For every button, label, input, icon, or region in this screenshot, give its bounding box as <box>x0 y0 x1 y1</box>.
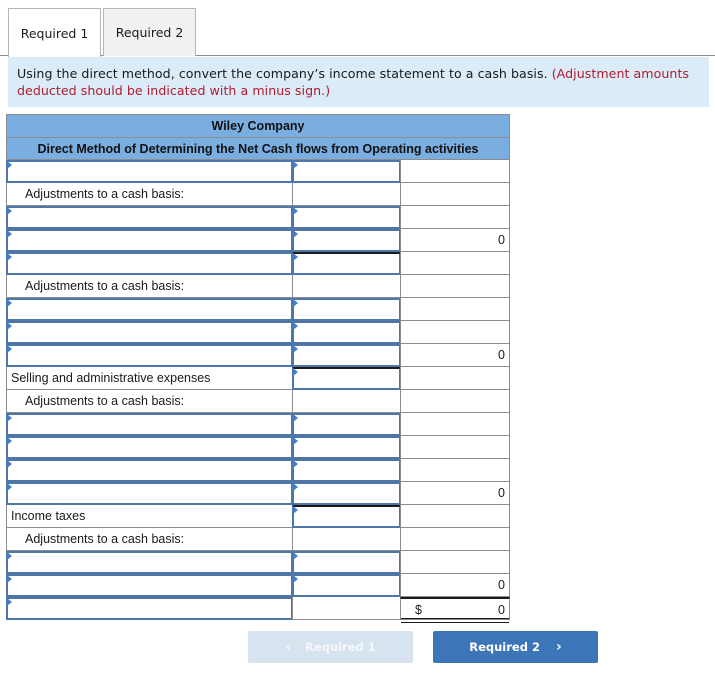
subtotal-value <box>400 252 510 275</box>
company-name: Wiley Company <box>6 114 510 137</box>
table-row <box>6 367 510 390</box>
subtotal-value <box>400 321 510 344</box>
subtotal-value <box>400 206 510 229</box>
table-body <box>6 160 510 620</box>
table-row <box>6 321 510 344</box>
table-row <box>6 459 510 482</box>
amount-input[interactable] <box>292 574 401 597</box>
chevron-right-icon: › <box>555 639 562 655</box>
table-row <box>6 551 510 574</box>
table-title: Direct Method of Determining the Net Cash flows from Operating activities <box>6 137 510 160</box>
subtotal-value: 0 <box>400 574 510 597</box>
amount-input[interactable] <box>292 436 401 459</box>
account-select[interactable] <box>6 160 293 183</box>
account-select[interactable] <box>6 551 293 574</box>
subtotal-value <box>400 160 510 183</box>
table-row <box>6 160 510 183</box>
account-select[interactable] <box>6 229 293 252</box>
row-label: Income taxes <box>6 505 293 528</box>
empty-cell <box>400 528 510 551</box>
instructions-box <box>8 57 709 107</box>
table-row <box>6 574 510 597</box>
amount-input[interactable] <box>292 551 401 574</box>
subtotal-value <box>400 436 510 459</box>
table-row <box>6 436 510 459</box>
account-select[interactable] <box>6 482 293 505</box>
next-button-label: Required 2 <box>469 640 540 654</box>
table-row <box>6 183 510 206</box>
table-row <box>6 597 510 620</box>
account-select[interactable] <box>6 321 293 344</box>
amount-input[interactable] <box>292 252 401 275</box>
account-select[interactable] <box>6 574 293 597</box>
empty-cell <box>400 183 510 206</box>
subtotal-value <box>400 459 510 482</box>
row-label: Selling and administrative expenses <box>6 367 293 390</box>
table-row <box>6 229 510 252</box>
account-select[interactable] <box>6 436 293 459</box>
table-row <box>6 413 510 436</box>
empty-cell <box>400 367 510 390</box>
instructions-text: Using the direct method, convert the company’s income statement to a cash basis. <box>17 66 548 81</box>
prev-button-label: Required 1 <box>305 640 376 654</box>
subtotal-value: 0 <box>400 482 510 505</box>
subtotal-value <box>400 551 510 574</box>
net-cash-total: $ 0 <box>400 597 510 620</box>
row-label: Adjustments to a cash basis: <box>6 528 293 551</box>
amount-input[interactable] <box>292 229 401 252</box>
account-select[interactable] <box>6 298 293 321</box>
subtotal-value: 0 <box>400 344 510 367</box>
tab-required-2[interactable]: Required 2 <box>103 8 196 56</box>
table-row <box>6 298 510 321</box>
empty-cell <box>292 528 401 551</box>
row-label: Adjustments to a cash basis: <box>6 183 293 206</box>
tab-required-1[interactable]: Required 1 <box>8 8 101 57</box>
amount-input[interactable] <box>292 321 401 344</box>
empty-cell <box>400 390 510 413</box>
empty-cell <box>292 275 401 298</box>
account-select[interactable] <box>6 344 293 367</box>
amount-input[interactable] <box>292 505 401 528</box>
table-row <box>6 206 510 229</box>
amount-input[interactable] <box>292 459 401 482</box>
subtotal-value: 0 <box>400 229 510 252</box>
table-row <box>6 482 510 505</box>
table-row <box>6 275 510 298</box>
empty-cell <box>400 505 510 528</box>
chevron-left-icon: ‹ <box>285 639 292 655</box>
amount-input[interactable] <box>292 160 401 183</box>
table-row <box>6 390 510 413</box>
amount-input[interactable] <box>292 206 401 229</box>
table-row <box>6 252 510 275</box>
account-select[interactable] <box>6 413 293 436</box>
instructions-note: (Adjustment amounts deducted should be indicated with a minus sign.) <box>17 66 690 98</box>
prev-required-button[interactable] <box>248 631 413 663</box>
account-select[interactable] <box>6 206 293 229</box>
table-row <box>6 528 510 551</box>
amount-input[interactable] <box>292 482 401 505</box>
table-row <box>6 344 510 367</box>
subtotal-value <box>400 413 510 436</box>
empty-cell <box>400 275 510 298</box>
table-row <box>6 505 510 528</box>
row-label: Adjustments to a cash basis: <box>6 390 293 413</box>
tab-bar <box>0 0 715 56</box>
account-select[interactable] <box>6 597 293 620</box>
subtotal-value <box>400 298 510 321</box>
account-select[interactable] <box>6 252 293 275</box>
currency-symbol: $ <box>415 603 422 617</box>
cash-flow-table <box>6 114 510 620</box>
account-select[interactable] <box>6 459 293 482</box>
amount-input[interactable] <box>292 344 401 367</box>
amount-input[interactable] <box>292 298 401 321</box>
empty-cell <box>292 390 401 413</box>
amount-input[interactable] <box>292 413 401 436</box>
amount-input[interactable] <box>292 367 401 390</box>
row-label: Adjustments to a cash basis: <box>6 275 293 298</box>
empty-cell <box>292 183 401 206</box>
empty-cell <box>292 597 401 620</box>
next-required-button[interactable] <box>433 631 598 663</box>
